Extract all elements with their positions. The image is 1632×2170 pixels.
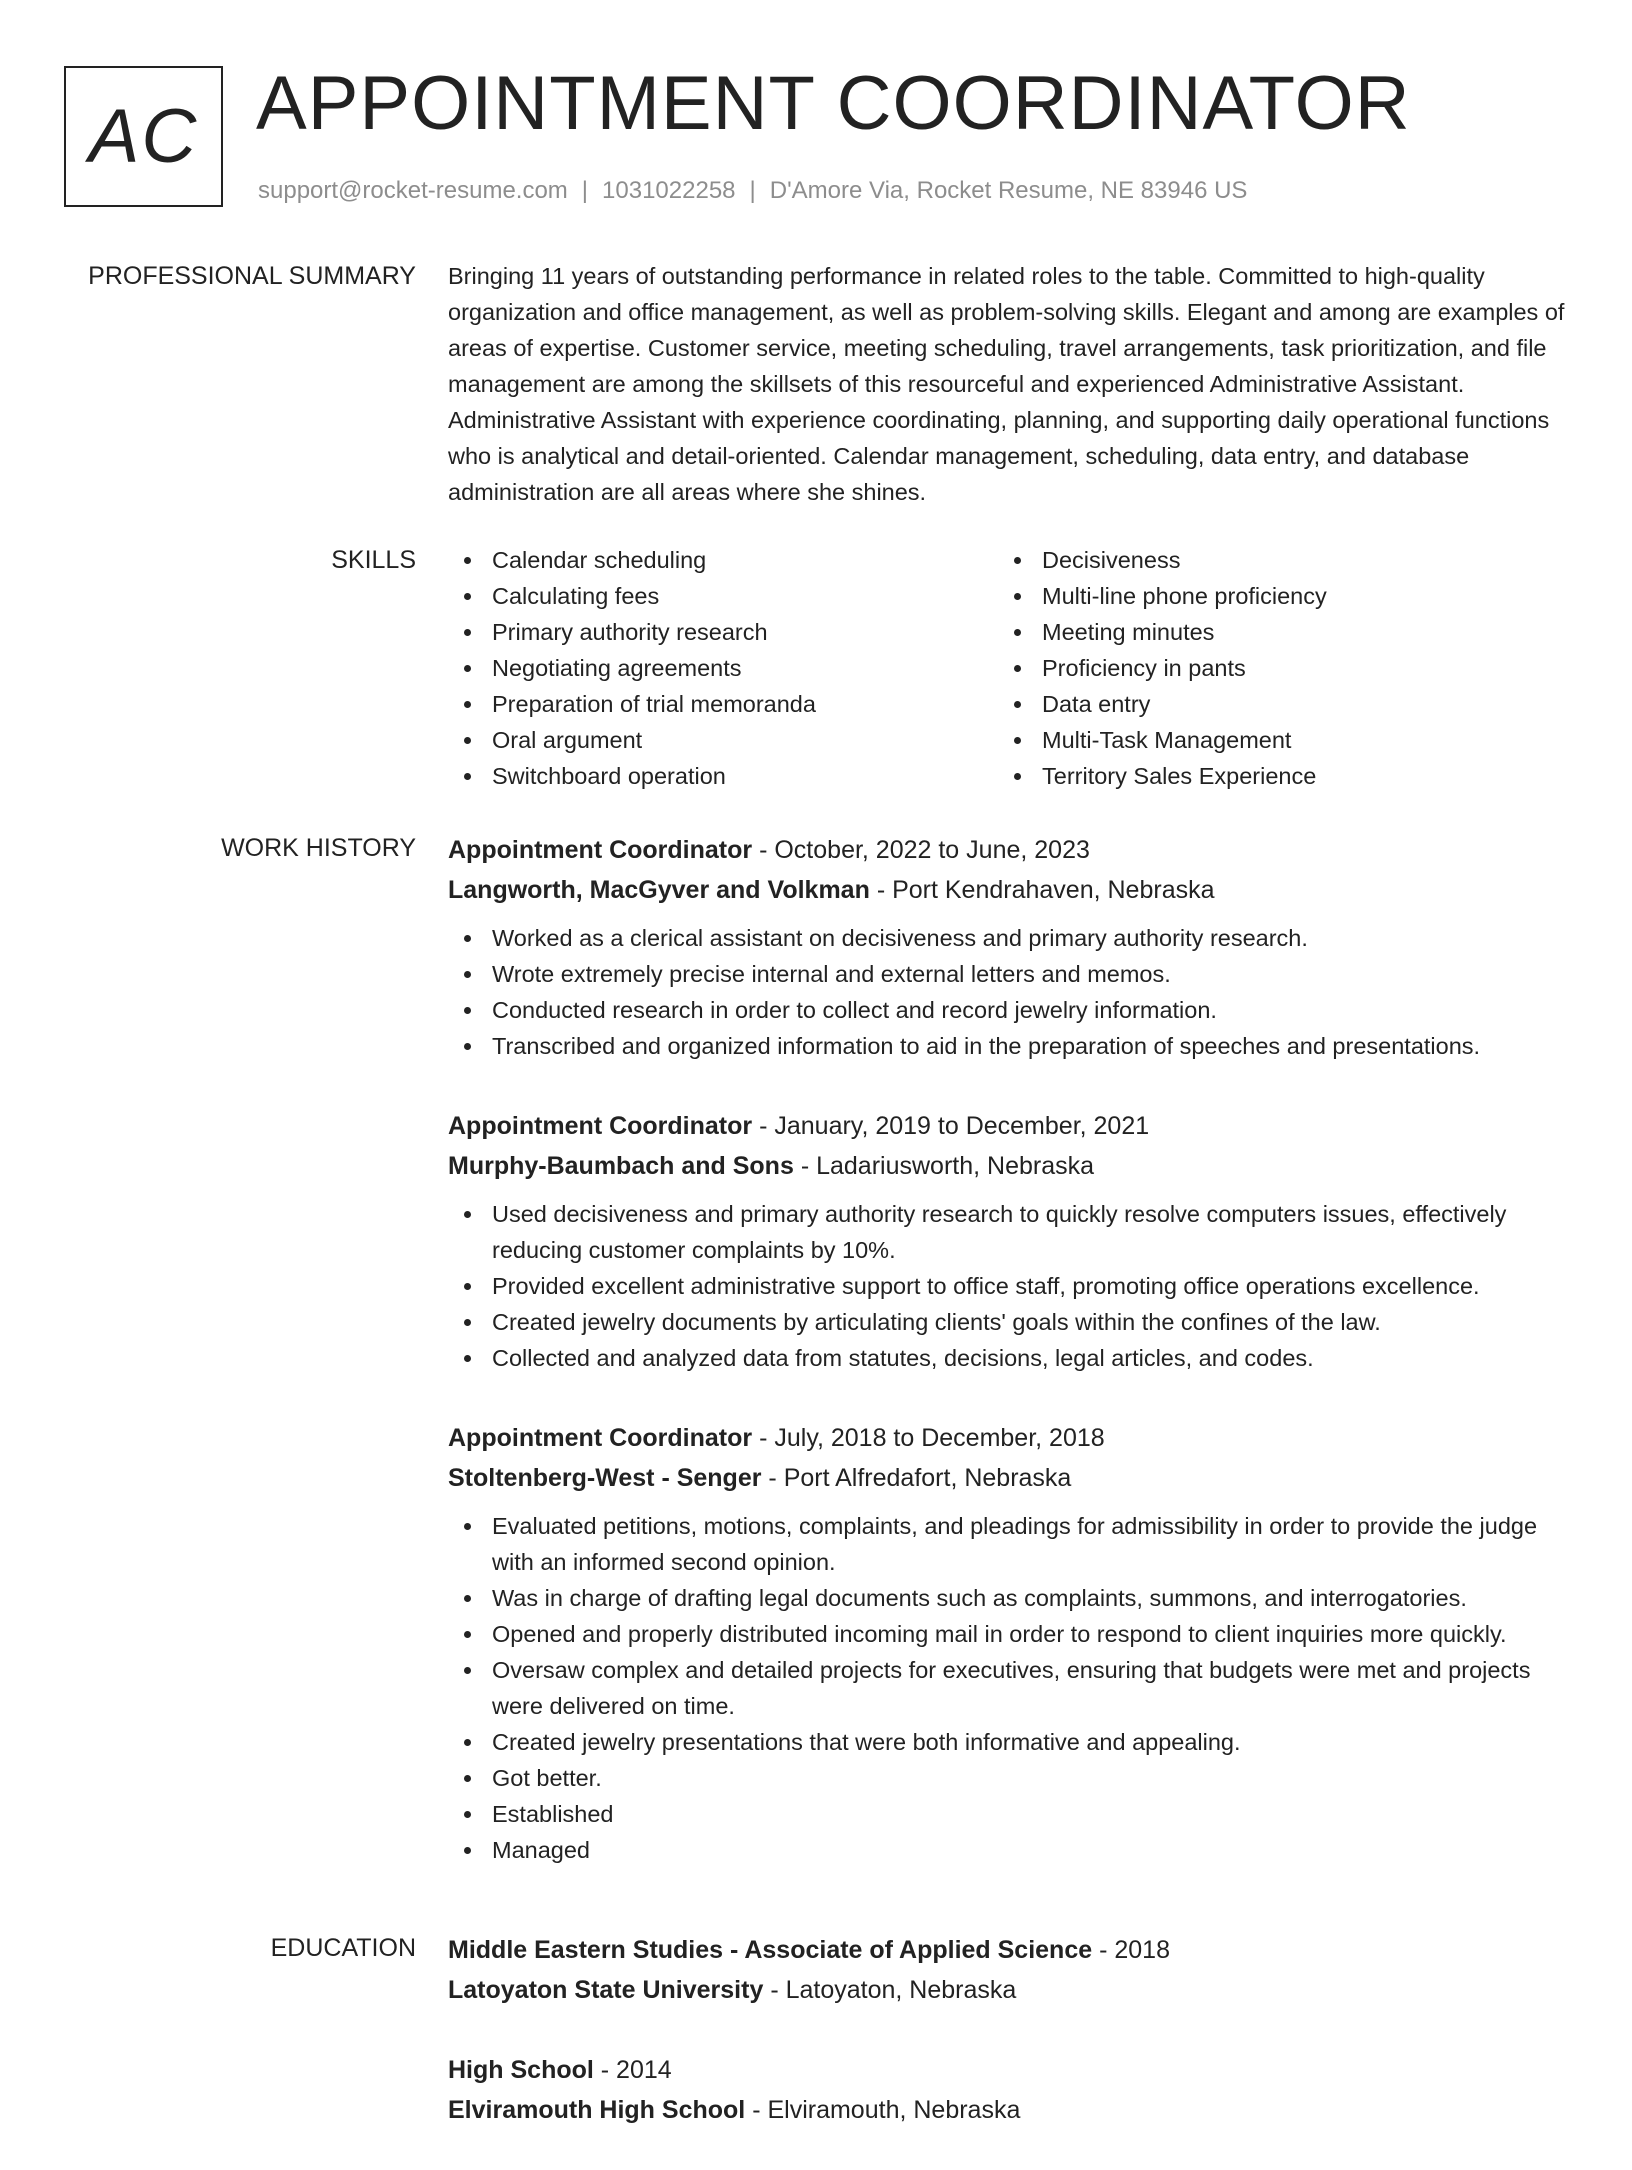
job-bullet: Created jewelry documents by articulating clients' goals within the confines of the law. [448, 1304, 1570, 1340]
summary-label: PROFESSIONAL SUMMARY [88, 262, 416, 290]
education-location: - Elviramouth, Nebraska [752, 2096, 1021, 2124]
education-location: - Latoyaton, Nebraska [770, 1976, 1017, 2004]
education-entry [448, 1930, 1570, 2010]
education-body [448, 1930, 1570, 2170]
skill-item: Decisiveness [998, 542, 1548, 578]
contact-address: D'Amore Via, Rocket Resume, NE 83946 US [769, 177, 1248, 204]
job-company: Murphy-Baumbach and Sons [448, 1152, 794, 1180]
skill-item: Proficiency in pants [998, 650, 1548, 686]
education-year: - 2014 [600, 2056, 672, 2084]
education-school-line [448, 1970, 1570, 2010]
skills-column-right [998, 542, 1548, 794]
job-bullet: Worked as a clerical assistant on decisiveness and primary authority research. [448, 920, 1570, 956]
education-degree-line [448, 2050, 1570, 2090]
skill-item: Multi-line phone proficiency [998, 578, 1548, 614]
job-bullets [448, 1196, 1570, 1376]
education-school-line [448, 2090, 1570, 2130]
job-title: Appointment Coordinator [448, 836, 753, 864]
job-bullet: Opened and properly distributed incoming mail in order to respond to client inquiries more quickly. [448, 1616, 1570, 1652]
job-entry [448, 830, 1570, 1064]
job-bullets [448, 920, 1570, 1064]
job-dates: - July, 2018 to December, 2018 [759, 1424, 1105, 1452]
job-dates: - January, 2019 to December, 2021 [759, 1112, 1150, 1140]
job-bullet: Evaluated petitions, motions, complaints, and pleadings for admissibility in order to provide the judge with an informed second opinion. [448, 1508, 1570, 1580]
job-entry [448, 1418, 1570, 1868]
contact-line [258, 174, 1247, 208]
skills-label: SKILLS [331, 546, 416, 574]
job-company: Stoltenberg-West - Senger [448, 1464, 762, 1492]
resume-title: APPOINTMENT COORDINATOR [256, 61, 1411, 146]
skill-item: Preparation of trial memoranda [448, 686, 998, 722]
contact-separator: | [581, 177, 589, 204]
contact-email[interactable]: support@rocket-resume.com [258, 177, 568, 204]
job-bullet: Created jewelry presentations that were both informative and appealing. [448, 1724, 1570, 1760]
job-title: Appointment Coordinator [448, 1424, 753, 1452]
job-bullet: Oversaw complex and detailed projects for executives, ensuring that budgets were met and projects were delivered on time. [448, 1652, 1570, 1724]
education-entry [448, 2050, 1570, 2130]
job-company-line [448, 870, 1570, 910]
education-school: Elviramouth High School [448, 2096, 746, 2124]
job-location: - Port Kendrahaven, Nebraska [876, 876, 1215, 904]
job-dates: - October, 2022 to June, 2023 [759, 836, 1090, 864]
contact-phone[interactable]: 1031022258 [602, 177, 736, 204]
contact-separator: | [749, 177, 756, 204]
job-bullet: Got better. [448, 1760, 1570, 1796]
education-degree-line [448, 1930, 1570, 1970]
education-year: - 2018 [1099, 1936, 1170, 1964]
job-company-line [448, 1458, 1570, 1498]
skill-item: Data entry [998, 686, 1548, 722]
job-title-line [448, 830, 1570, 870]
job-title: Appointment Coordinator [448, 1112, 753, 1140]
job-entry [448, 1106, 1570, 1376]
job-location: - Port Alfredafort, Nebraska [768, 1464, 1072, 1492]
summary-text: Bringing 11 years of outstanding performance in related roles to the table. Committed to high-quality organization and office management, as well as problem-solving skills. Elegant and among are examples of areas of expertise. Customer service, meeting scheduling, travel arrangements, task prioritization, and file management are among the skillsets of this resourceful and experienced Administrative Assistant. Administrative Assistant with experience coordinating, planning, and supporting daily operational functions who is analytical and detail-oriented. Calendar management, scheduling, data entry, and database administration are all areas where she shines. [448, 263, 1565, 505]
job-company: Langworth, MacGyver and Volkman [448, 876, 870, 904]
job-bullet: Managed [448, 1832, 1570, 1868]
job-bullet: Conducted research in order to collect and record jewelry information. [448, 992, 1570, 1028]
education-degree: High School [448, 2056, 594, 2084]
skill-item: Oral argument [448, 722, 998, 758]
monogram-badge [64, 66, 223, 207]
skill-item: Calculating fees [448, 578, 998, 614]
education-school: Latoyaton State University [448, 1976, 764, 2004]
job-company-line [448, 1146, 1570, 1186]
skill-item: Switchboard operation [448, 758, 998, 794]
skills-body [448, 542, 1570, 794]
skills-grid [448, 542, 1570, 794]
skill-item: Calendar scheduling [448, 542, 998, 578]
job-bullets [448, 1508, 1570, 1868]
job-title-line [448, 1106, 1570, 1146]
job-bullet: Used decisiveness and primary authority research to quickly resolve computers issues, effectively reducing customer complaints by 10%. [448, 1196, 1570, 1268]
education-degree: Middle Eastern Studies - Associate of Applied Science [448, 1936, 1093, 1964]
job-bullet: Transcribed and organized information to aid in the preparation of speeches and presentations. [448, 1028, 1570, 1064]
job-bullet: Established [448, 1796, 1570, 1832]
job-bullet: Collected and analyzed data from statutes, decisions, legal articles, and codes. [448, 1340, 1570, 1376]
job-bullet: Wrote extremely precise internal and external letters and memos. [448, 956, 1570, 992]
job-location: - Ladariusworth, Nebraska [800, 1152, 1095, 1180]
work-history-body [448, 830, 1570, 1868]
job-bullet: Provided excellent administrative support to office staff, promoting office operations excellence. [448, 1268, 1570, 1304]
summary-body [448, 258, 1570, 510]
skill-item: Multi-Task Management [998, 722, 1548, 758]
job-bullet: Was in charge of drafting legal documents such as complaints, summons, and interrogatories. [448, 1580, 1570, 1616]
education-label: EDUCATION [270, 1934, 416, 1962]
skill-item: Negotiating agreements [448, 650, 998, 686]
monogram-text: AC [88, 93, 199, 179]
job-title-line [448, 1418, 1570, 1458]
skill-item: Primary authority research [448, 614, 998, 650]
skill-item: Territory Sales Experience [998, 758, 1548, 794]
skills-column-left [448, 542, 998, 794]
skill-item: Meeting minutes [998, 614, 1548, 650]
work-history-label: WORK HISTORY [221, 834, 416, 862]
